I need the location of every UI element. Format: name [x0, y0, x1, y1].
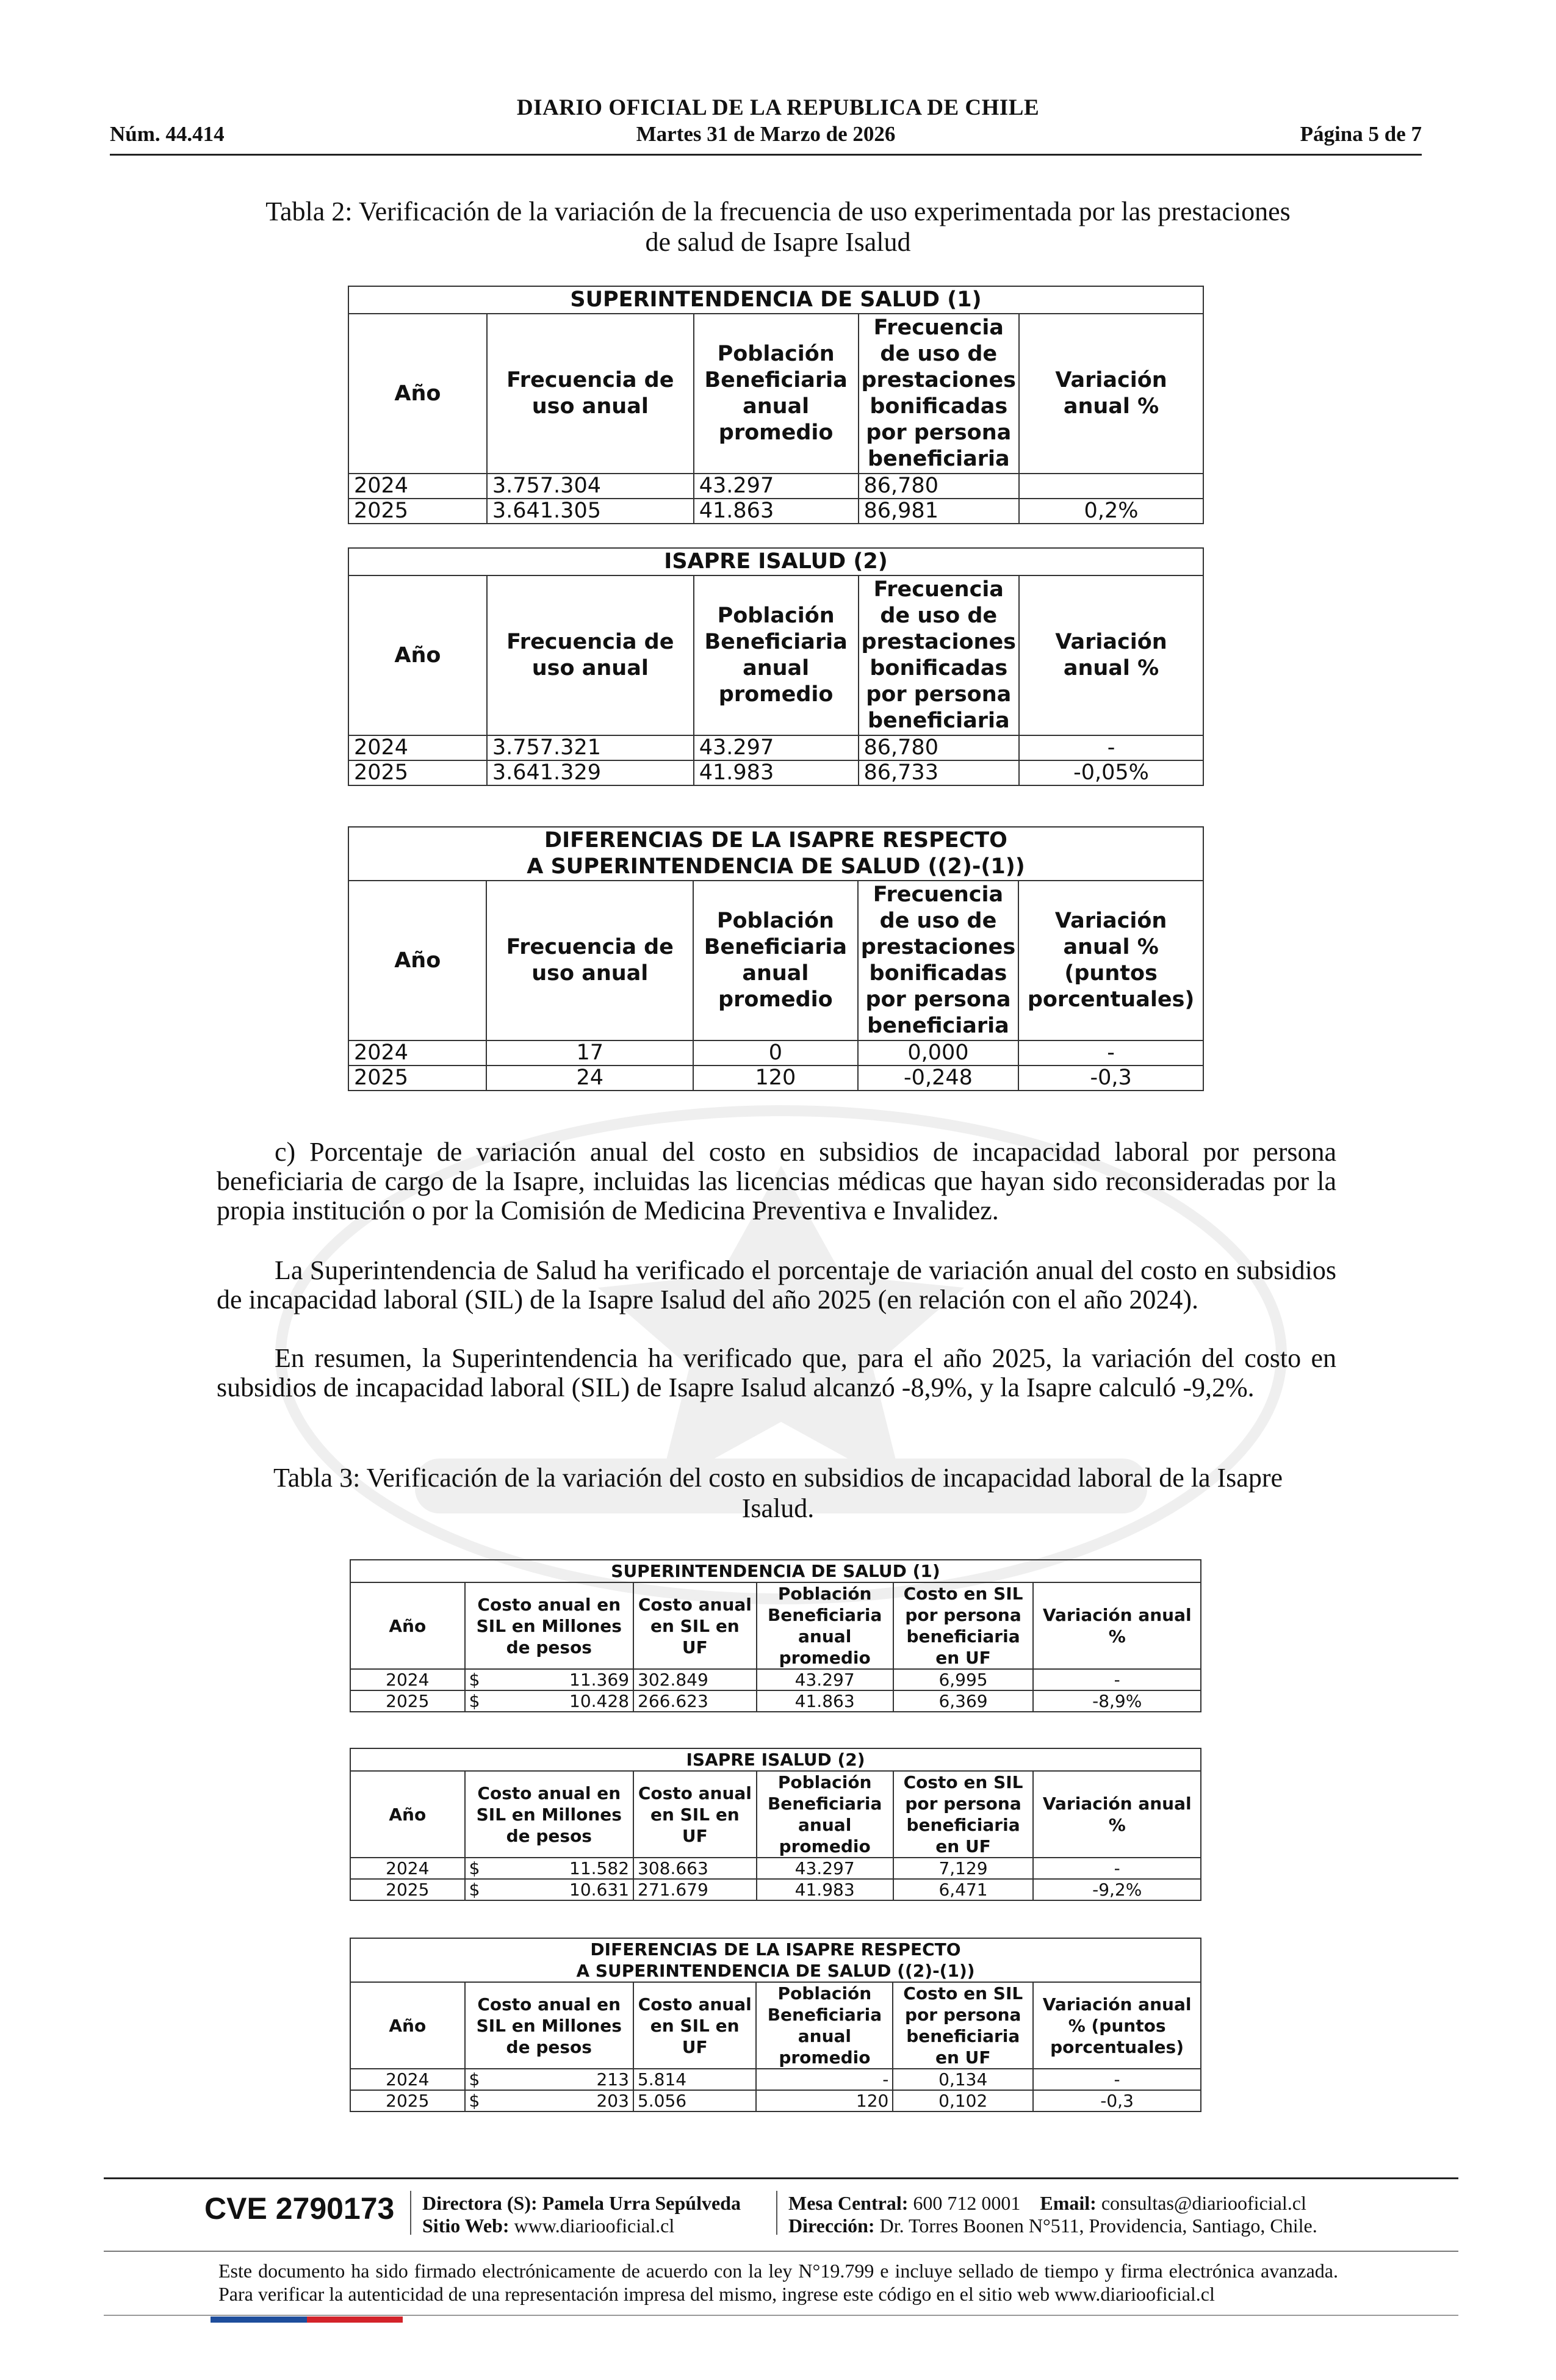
legal-notice: Este documento ha sido firmado electrónicamente de acuerdo con la ley N°19.799 e incluye sellado de tiempo y firma electrónica avanzada. Para verificar la autenticidad de una representación impresa del mismo, ingrese este código en el sitio web www.diariooficial.cl: [218, 2260, 1338, 2305]
col-header-frecuencia: Frecuencia de uso anual: [486, 881, 693, 1040]
tabla3-caption: [110, 1463, 1446, 1524]
col-header-poblacion: Población Beneficiaria anual promedio: [757, 1582, 893, 1669]
header-divider: [110, 154, 1422, 156]
table-title: ISAPRE ISALUD (2): [348, 548, 1203, 575]
col-header-poblacion: Población Beneficiaria anual promedio: [757, 1771, 893, 1858]
table-title: DIFERENCIAS DE LA ISAPRE RESPECTO A SUPERINTENDENCIA DE SALUD ((2)-(1)): [350, 1938, 1201, 1982]
table-title: ISAPRE ISALUD (2): [350, 1748, 1201, 1771]
flag-stripe-blue: [211, 2317, 307, 2323]
col-header-frecuencia-bonificadas: Frecuencia de uso de prestaciones bonificadas por persona beneficiaria: [858, 881, 1019, 1040]
header-row: [110, 122, 1422, 150]
tabla3-diferencias-table: [350, 1938, 1201, 2112]
col-header-costo-persona: Costo en SIL por persona beneficiaria en UF: [893, 1982, 1033, 2069]
newspaper-title: DIARIO OFICIAL DE LA REPUBLICA DE CHILE: [516, 95, 1040, 120]
col-header-costo-uf: Costo anual en SIL en UF: [633, 1582, 757, 1669]
col-header-costo-persona: Costo en SIL por persona beneficiaria en UF: [893, 1582, 1034, 1669]
paragraph-resumen: En resumen, la Superintendencia ha verificado que, para el año 2025, la variación del costo en subsidios de incapacidad laboral (SIL) de Isapre Isalud alcanzó -8,9%, y la Isapre calculó -9,2%.: [217, 1343, 1336, 1402]
col-header-variacion-pp: Variación anual % (puntos porcentuales): [1033, 1982, 1201, 2069]
footer-divider-top: [104, 2177, 1458, 2179]
table-row: 2025 3.641.329 41.983 86,733 -0,05%: [348, 760, 1203, 785]
paragraph-verificacion: La Superintendencia de Salud ha verificado el porcentaje de variación anual del costo en subsidios de incapacidad laboral (SIL) de la Isapre Isalud del año 2025 (en relación con el año 2024).: [217, 1255, 1336, 1314]
col-header-anio: Año: [350, 1982, 465, 2069]
table-title: SUPERINTENDENCIA DE SALUD (1): [350, 1560, 1201, 1582]
col-header-poblacion: Población Beneficiaria anual promedio: [694, 314, 859, 474]
col-header-frecuencia: Frecuencia de uso anual: [487, 575, 694, 735]
table-row: 2024 $ 213 5.814 - 0,134 -: [350, 2069, 1201, 2090]
col-header-anio: Año: [350, 1771, 465, 1858]
col-header-anio: Año: [348, 314, 487, 474]
footer-separator: [410, 2191, 411, 2235]
col-header-costo-uf: Costo anual en SIL en UF: [633, 1982, 757, 2069]
flag-stripe-red: [307, 2317, 403, 2323]
col-header-frecuencia: Frecuencia de uso anual: [487, 314, 694, 474]
tabla3-caption-line2: Isalud.: [741, 1493, 815, 1523]
col-header-variacion: Variación anual %: [1019, 314, 1203, 474]
col-header-costo-pesos: Costo anual en SIL en Millones de pesos: [465, 1771, 633, 1858]
col-header-frecuencia-bonificadas: Frecuencia de uso de prestaciones bonificadas por persona beneficiaria: [859, 575, 1020, 735]
tabla3-superintendencia-table: [350, 1559, 1201, 1712]
col-header-costo-pesos: Costo anual en SIL en Millones de pesos: [465, 1982, 633, 2069]
table-row: 2024 $ 11.582 308.663 43.297 7,129 -: [350, 1858, 1201, 1879]
table-row: 2025 $ 10.631 271.679 41.983 6,471 -9,2%: [350, 1879, 1201, 1900]
paragraph-c: c) Porcentaje de variación anual del costo en subsidios de incapacidad laboral por persona beneficiaria de cargo de la Isapre, incluidas las licencias médicas que hayan sido reconsideradas por la propia institución o por la Comisión de Medicina Preventiva e Invalidez.: [217, 1137, 1336, 1225]
table-title: DIFERENCIAS DE LA ISAPRE RESPECTO A SUPERINTENDENCIA DE SALUD ((2)-(1)): [348, 827, 1203, 881]
col-header-variacion: Variación anual %: [1033, 1582, 1201, 1669]
footer-contact-block: Mesa Central: 600 712 0001 Email: consultas@diariooficial.cl Dirección: Dr. Torres Boonen N°511, Providencia, Santiago, Chile.: [788, 2192, 1317, 2237]
footer-directora-block: Directora (S): Pamela Urra Sepúlveda Sitio Web: www.diariooficial.cl: [422, 2192, 741, 2237]
table-row: 2024 3.757.321 43.297 86,780 -: [348, 735, 1203, 760]
tabla3-caption-line1: Tabla 3: Verificación de la variación del costo en subsidios de incapacidad laboral de la Isapre: [273, 1463, 1283, 1493]
issue-date: Martes 31 de Marzo de 2026: [636, 122, 896, 146]
table-row: 2024 17 0 0,000 -: [348, 1040, 1203, 1066]
footer-divider-middle: [104, 2251, 1458, 2252]
table-row: 2025 24 120 -0,248 -0,3: [348, 1066, 1203, 1091]
col-header-anio: Año: [350, 1582, 465, 1669]
col-header-anio: Año: [348, 881, 486, 1040]
table-row: 2025 3.641.305 41.863 86,981 0,2%: [348, 499, 1203, 524]
tabla2-isapre-table: [348, 547, 1204, 786]
table-row: 2025 $ 10.428 266.623 41.863 6,369 -8,9%: [350, 1690, 1201, 1712]
footer-separator: [776, 2191, 777, 2235]
col-header-variacion-pp: Variación anual % (puntos porcentuales): [1018, 881, 1203, 1040]
tabla2-caption-line2: de salud de Isapre Isalud: [645, 227, 911, 257]
col-header-costo-persona: Costo en SIL por persona beneficiaria en UF: [893, 1771, 1034, 1858]
col-header-costo-pesos: Costo anual en SIL en Millones de pesos: [465, 1582, 633, 1669]
tabla2-diferencias-table: [348, 826, 1204, 1091]
tabla3-isapre-table: [350, 1748, 1201, 1901]
col-header-variacion: Variación anual %: [1019, 575, 1203, 735]
table-row: 2025 $ 203 5.056 120 0,102 -0,3: [350, 2090, 1201, 2111]
col-header-variacion: Variación anual %: [1033, 1771, 1201, 1858]
table-title: SUPERINTENDENCIA DE SALUD (1): [348, 286, 1203, 314]
col-header-anio: Año: [348, 575, 487, 735]
footer-divider-bottom: [104, 2315, 1458, 2316]
col-header-poblacion: Población Beneficiaria anual promedio: [694, 575, 859, 735]
issue-number: Núm. 44.414: [110, 122, 225, 146]
email-link[interactable]: consultas@diariooficial.cl: [1101, 2192, 1306, 2214]
col-header-poblacion: Población Beneficiaria anual promedio: [756, 1982, 893, 2069]
col-header-frecuencia-bonificadas: Frecuencia de uso de prestaciones bonificadas por persona beneficiaria: [859, 314, 1020, 474]
table-row: 2024 3.757.304 43.297 86,780: [348, 474, 1203, 499]
col-header-poblacion: Población Beneficiaria anual promedio: [693, 881, 858, 1040]
website-link[interactable]: www.diariooficial.cl: [514, 2215, 675, 2237]
page-number: Página 5 de 7: [1300, 122, 1422, 146]
cve-code: CVE 2790173: [204, 2191, 395, 2226]
tabla2-caption-line1: Tabla 2: Verificación de la variación de la frecuencia de uso experimentada por las prestaciones: [265, 197, 1291, 226]
tabla2-superintendencia-table: [348, 286, 1204, 524]
tabla2-caption: [110, 197, 1446, 258]
table-row: 2024 $ 11.369 302.849 43.297 6,995 -: [350, 1669, 1201, 1690]
col-header-costo-uf: Costo anual en SIL en UF: [633, 1771, 757, 1858]
